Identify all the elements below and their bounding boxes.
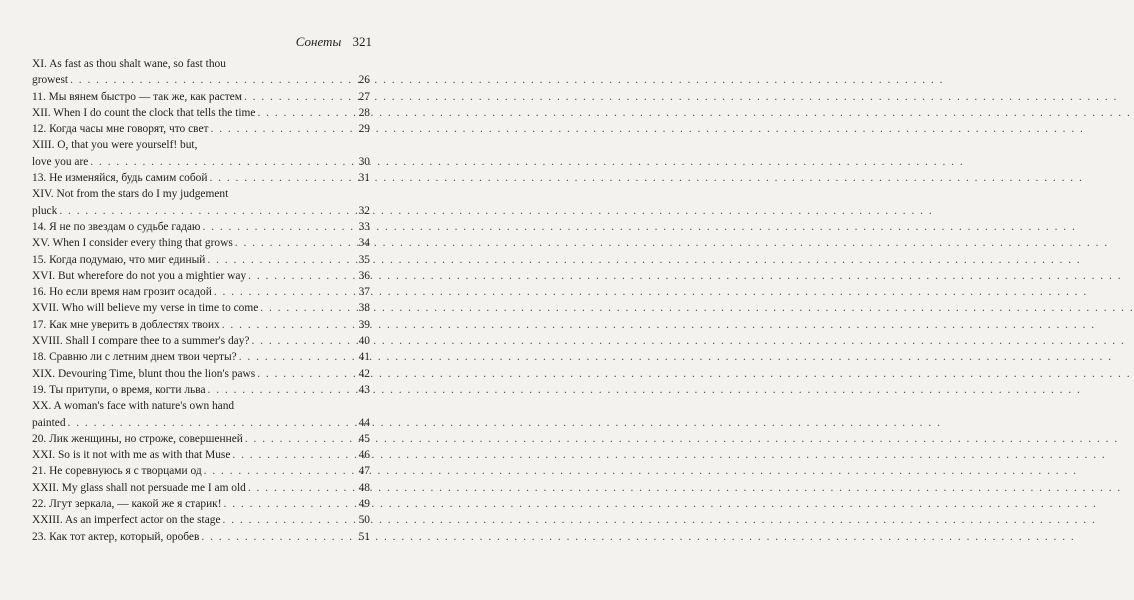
- toc-entry-title: 16. Но если время нам грозит осадой: [32, 286, 212, 299]
- dot-leader: [201, 529, 354, 545]
- toc-entry-line: [32, 284, 370, 300]
- dot-leader: [248, 480, 354, 496]
- toc-entry-title: XIX. Devouring Time, blunt thou the lion's paws: [32, 367, 256, 380]
- toc-entry: [32, 431, 370, 447]
- toc-entry-title: XVII. Who will believe my verse in time to come: [32, 302, 259, 315]
- toc-entry-line: [32, 170, 370, 186]
- toc-entry: [32, 137, 370, 170]
- toc-entry: [32, 480, 370, 496]
- dot-leader: [239, 349, 354, 365]
- toc-entry-title: 14. Я не по звездам о судьбе гадаю: [32, 220, 201, 233]
- toc-entry-page: 44: [358, 416, 370, 429]
- toc-entry-line: [32, 105, 370, 121]
- toc-entry: [32, 317, 370, 333]
- toc-entry-title: 20. Лик женщины, но строже, совершенней: [32, 432, 243, 445]
- dot-leader: [224, 496, 354, 512]
- dot-leader: [223, 512, 354, 528]
- toc-entry-line: [32, 431, 370, 447]
- toc-entry: [32, 529, 370, 545]
- toc-entry-page: 38: [358, 302, 370, 315]
- toc-entry-title: 15. Когда подумаю, что миг единый: [32, 253, 206, 266]
- dot-leader: [70, 72, 354, 88]
- toc-entry-line: [32, 300, 370, 316]
- toc-entry-title: XXI. So is it not with me as with that Muse: [32, 449, 231, 462]
- toc-entry-page: 29: [358, 123, 370, 136]
- toc-entry-page: 35: [358, 253, 370, 266]
- toc-entry-line: [32, 349, 370, 365]
- toc-entry: [32, 382, 370, 398]
- toc-entry: [32, 170, 370, 186]
- toc-entry-line: [32, 529, 370, 545]
- book-page: [0, 0, 400, 600]
- toc-entry-line: [32, 235, 370, 251]
- toc-entry-page: 30: [358, 155, 370, 168]
- dot-leader: [208, 382, 355, 398]
- dot-leader: [235, 235, 354, 251]
- toc-entry: [32, 252, 370, 268]
- toc-entry-page: 28: [358, 106, 370, 119]
- toc-entry-page: 27: [358, 90, 370, 103]
- toc-entry-page: 26: [358, 74, 370, 87]
- toc-entry-line: [32, 463, 370, 479]
- toc-entry-title-line: XX. A woman's face with nature's own hand: [32, 400, 235, 413]
- toc-entry-title: XXII. My glass shall not persuade me I am old: [32, 481, 246, 494]
- toc-entry-line: [32, 219, 370, 235]
- toc-entry-title: XVIII. Shall I compare thee to a summer's day?: [32, 335, 250, 348]
- dot-leader: [214, 284, 354, 300]
- dot-leader: [244, 89, 354, 105]
- toc-entry-title: 13. Не изменяйся, будь самим собой: [32, 172, 208, 185]
- toc-entry-title: pluck: [32, 204, 58, 217]
- toc-entry-line: [32, 333, 370, 349]
- dot-leader: [68, 415, 354, 431]
- toc-entry-page: 31: [358, 172, 370, 185]
- toc-entry: [32, 512, 370, 528]
- toc-entry: [32, 105, 370, 121]
- dot-leader: [251, 333, 354, 349]
- toc-entry-page: 33: [358, 220, 370, 233]
- toc-entry-line: [32, 366, 370, 382]
- toc-entry-title: XV. When I consider every thing that grows: [32, 237, 233, 250]
- running-title: Сонеты: [295, 34, 342, 49]
- toc-entry: [32, 333, 370, 349]
- toc-entry-title: 23. Как тот актер, который, оробев: [32, 530, 200, 543]
- running-header: [296, 34, 372, 50]
- toc-entry-title: XII. When I do count the clock that tells the time: [32, 106, 256, 119]
- toc-entry: [32, 349, 370, 365]
- table-of-contents: [32, 56, 370, 545]
- dot-leader: [257, 366, 354, 382]
- toc-entry: [32, 186, 370, 219]
- toc-entry-line: [32, 72, 370, 88]
- toc-entry-line: [32, 154, 370, 170]
- toc-entry-page: 37: [358, 286, 370, 299]
- toc-entry-page: 49: [358, 498, 370, 511]
- dot-leader: [248, 268, 354, 284]
- toc-entry-line: [32, 447, 370, 463]
- toc-entry-title: growest: [32, 74, 69, 87]
- toc-entry-title: 19. Ты притупи, о время, когти льва: [32, 383, 206, 396]
- dot-leader: [232, 447, 354, 463]
- toc-entry-line: [32, 268, 370, 284]
- toc-entry: [32, 284, 370, 300]
- dot-leader: [257, 105, 354, 121]
- toc-entry-page: 36: [358, 269, 370, 282]
- toc-entry-title: 11. Мы вянем быстро — так же, как растем: [32, 90, 242, 103]
- toc-entry-title-line: XI. As fast as thou shalt wane, so fast thou: [32, 58, 226, 70]
- toc-entry-page: 47: [358, 465, 370, 478]
- dot-leader: [90, 154, 354, 170]
- toc-entry-page: 46: [358, 449, 370, 462]
- toc-entry-title: 18. Сравню ли с летним днем твои черты?: [32, 351, 237, 364]
- toc-entry: [32, 219, 370, 235]
- toc-entry-line: [32, 252, 370, 268]
- toc-entry-page: 51: [358, 530, 370, 543]
- dot-leader: [222, 317, 354, 333]
- toc-entry-title: 17. Как мне уверить в доблестях твоих: [32, 318, 220, 331]
- toc-entry-title: love you are: [32, 155, 89, 168]
- toc-entry-page: 40: [358, 335, 370, 348]
- toc-entry-title: 12. Когда часы мне говорят, что свет: [32, 123, 209, 136]
- dot-leader: [209, 170, 354, 186]
- toc-entry-line: [32, 415, 370, 431]
- toc-entry: [32, 268, 370, 284]
- dot-leader: [260, 300, 354, 316]
- toc-entry-title-line: XIV. Not from the stars do I my judgement: [32, 188, 229, 201]
- dot-leader: [245, 431, 354, 447]
- page-number: 321: [352, 34, 372, 49]
- toc-entry-line: [32, 203, 370, 219]
- toc-entry-title: 22. Лгут зеркала, — какой же я старик!: [32, 498, 222, 511]
- toc-entry-page: 48: [358, 481, 370, 494]
- toc-entry-title-line: XIII. O, that you were yourself! but,: [32, 139, 198, 152]
- toc-entry-title: XXIII. As an imperfect actor on the stage: [32, 514, 221, 527]
- toc-entry-line: [32, 121, 370, 137]
- toc-entry-page: 34: [358, 237, 370, 250]
- toc-entry: [32, 56, 370, 89]
- dot-leader: [202, 219, 354, 235]
- toc-entry-line: [32, 89, 370, 105]
- toc-entry-page: 41: [358, 351, 370, 364]
- toc-entry: [32, 496, 370, 512]
- dot-leader: [207, 252, 354, 268]
- toc-entry-line: [32, 382, 370, 398]
- dot-leader: [211, 121, 355, 137]
- toc-entry-line: [32, 496, 370, 512]
- toc-entry-page: 32: [358, 204, 370, 217]
- toc-entry-title: 21. Не соревнуюсь я с творцами од: [32, 465, 202, 478]
- toc-entry: [32, 447, 370, 463]
- dot-leader: [204, 463, 354, 479]
- toc-entry-line: [32, 512, 370, 528]
- toc-entry: [32, 235, 370, 251]
- toc-entry: [32, 89, 370, 105]
- toc-entry: [32, 300, 370, 316]
- toc-entry-title: painted: [32, 416, 66, 429]
- toc-entry-title: XVI. But wherefore do not you a mightier way: [32, 269, 247, 282]
- toc-entry-page: 50: [358, 514, 370, 527]
- toc-entry: [32, 398, 370, 431]
- dot-leader: [59, 203, 354, 219]
- toc-entry-page: 45: [358, 432, 370, 445]
- toc-entry-page: 43: [358, 383, 370, 396]
- toc-entry-line: [32, 317, 370, 333]
- toc-entry-line: [32, 480, 370, 496]
- toc-entry-page: 42: [358, 367, 370, 380]
- toc-entry: [32, 366, 370, 382]
- toc-entry: [32, 121, 370, 137]
- toc-entry-page: 39: [358, 318, 370, 331]
- toc-entry: [32, 463, 370, 479]
